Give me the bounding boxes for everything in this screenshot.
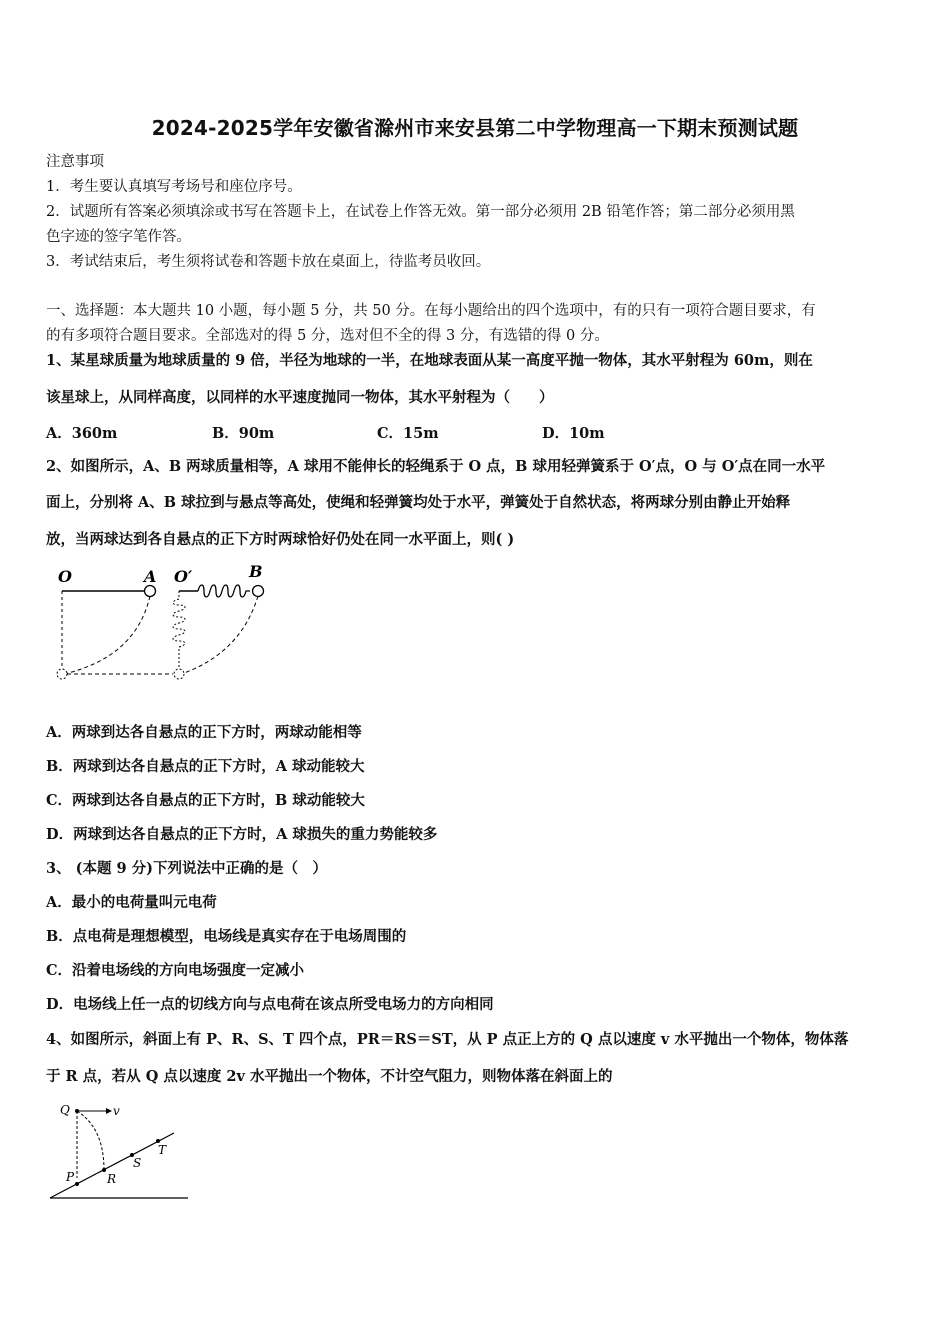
section-intro-line2: 的有多项符合题目要求。全部选对的得 5 分，选对但不全的得 3 分，有选错的得 0 分。 (46, 328, 609, 344)
q1-option-a: A．360m (46, 425, 118, 442)
section-intro-line1: 一、选择题：本大题共 10 小题，每小题 5 分，共 50 分。在每小题给出的四个选项中，有的只有一项符合题目要求，有 (46, 303, 816, 319)
q2-text-line1: 2、如图所示，A、B 两球质量相等，A 球用不能伸长的轻绳系于 O 点，B 球用轻弹簧系于 O′点，O 与 O′点在同一水平 (46, 458, 826, 475)
q2-label-o: O (58, 567, 72, 586)
q2-label-o-prime: O′ (174, 567, 193, 586)
q2-option-d: D．两球到达各自悬点的正下方时，A 球损失的重力势能较多 (46, 826, 438, 843)
q2-ball-a (145, 586, 156, 597)
q4-text-line2: 于 R 点，若从 Q 点以速度 2v 水平抛出一个物体，不计空气阻力，则物体落在斜面上的 (46, 1068, 613, 1085)
q2-label-a: A (144, 567, 157, 586)
q2-ball-a-bottom (57, 669, 67, 679)
q2-label-b: B (249, 562, 263, 581)
notice-item-1: 1．考生要认真填写考场号和座位序号。 (46, 179, 302, 195)
notice-item-3: 3．考试结束后，考生须将试卷和答题卡放在桌面上，待监考员收回。 (46, 254, 491, 270)
q4-trajectory (77, 1111, 104, 1170)
q4-point-p (75, 1182, 79, 1186)
q3-option-d: D．电场线上任一点的切线方向与点电荷在该点所受电场力的方向相同 (46, 996, 494, 1013)
q1-option-c: C．15m (377, 425, 439, 442)
page-title: 2024-2025学年安徽省滁州市来安县第二中学物理高一下期末预测试题 (151, 116, 799, 140)
q4-label-q: Q (60, 1103, 70, 1117)
q2-text-line3: 放，当两球达到各自悬点的正下方时两球恰好仍处在同一水平面上，则( ) (46, 531, 515, 548)
q2-option-c: C．两球到达各自悬点的正下方时，B 球动能较大 (46, 792, 365, 809)
q4-incline (50, 1133, 174, 1198)
q2-option-a: A．两球到达各自悬点的正下方时，两球动能相等 (46, 724, 362, 741)
q1-option-d: D．10m (542, 425, 605, 442)
notice-heading: 注意事项 (46, 154, 104, 170)
q2-ball-b-bottom (174, 669, 184, 679)
q4-arrow-head (106, 1108, 112, 1114)
q4-label-v: v (113, 1104, 120, 1118)
q4-label-s: S (133, 1156, 142, 1170)
q3-text: 3、 (本题 9 分)下列说法中正确的是（ ） (46, 860, 328, 877)
q4-label-t: T (158, 1143, 167, 1157)
q4-label-p: P (66, 1170, 75, 1184)
q4-point-r (102, 1168, 106, 1172)
q2-b-trajectory (184, 596, 258, 673)
q4-label-r: R (107, 1172, 117, 1186)
notice-item-2: 2．试题所有答案必须填涂或书写在答题卡上，在试卷上作答无效。第一部分必须用 2B 铅笔作答；第二部分必须用黑 (46, 204, 795, 220)
q4-text-line1: 4、如图所示，斜面上有 P、R、S、T 四个点，PR＝RS＝ST，从 P 点正上方的 Q 点以速度 v 水平抛出一个物体，物体落 (46, 1031, 849, 1048)
q4-figure (46, 1098, 196, 1202)
q3-option-c: C．沿着电场线的方向电场强度一定减小 (46, 962, 305, 979)
q2-spring-vertical-dashed (173, 591, 185, 667)
notice-item-2-cont: 色字迹的签字笔作答。 (46, 229, 191, 245)
q1-text-line1: 1、某星球质量为地球质量的 9 倍，半径为地球的一半，在地球表面从某一高度平抛一物体，其水平射程为 60m，则在 (46, 352, 813, 369)
q2-spring-horizontal (198, 585, 250, 597)
q2-a-trajectory (64, 596, 150, 674)
q2-option-b: B．两球到达各自悬点的正下方时，A 球动能较大 (46, 758, 365, 775)
q3-option-b: B．点电荷是理想模型，电场线是真实存在于电场周围的 (46, 928, 407, 945)
q1-text-line2: 该星球上，从同样高度，以同样的水平速度抛同一物体，其水平射程为（ ） (46, 389, 554, 406)
q3-option-a: A．最小的电荷量叫元电荷 (46, 894, 217, 911)
q2-text-line2: 面上，分别将 A、B 球拉到与悬点等高处，使绳和轻弹簧均处于水平，弹簧处于自然状态，将两球分别由静止开始释 (46, 494, 791, 511)
q2-ball-b (253, 586, 264, 597)
q1-option-b: B．90m (212, 425, 275, 442)
q2-figure (46, 562, 276, 690)
